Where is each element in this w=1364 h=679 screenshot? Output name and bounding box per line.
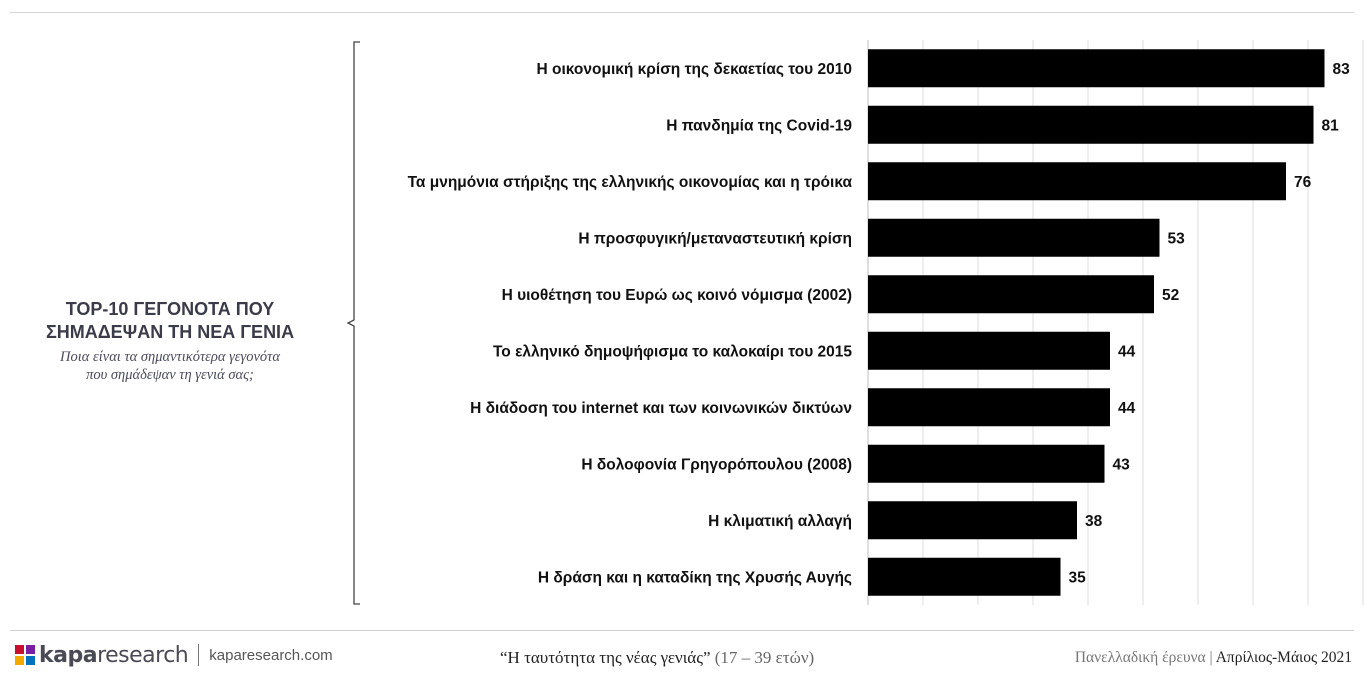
bar [868, 558, 1061, 596]
value-label: 81 [1321, 117, 1339, 135]
website-link[interactable]: kaparesearch.com [209, 646, 333, 664]
bar [868, 219, 1160, 257]
category-label: Η δράση και η καταδίκη της Χρυσής Αυγής [537, 569, 852, 587]
bar [868, 275, 1154, 313]
value-label: 44 [1118, 343, 1136, 361]
value-label: 76 [1294, 173, 1312, 191]
study-name: “Η ταυτότητα της νέας γενιάς” [500, 648, 711, 667]
category-label: Η διάδοση του internet και των κοινωνικών δικτύων [470, 399, 852, 417]
value-label: 43 [1112, 456, 1130, 474]
study-title [500, 648, 814, 668]
bar [868, 49, 1325, 87]
category-label: Η κλιματική αλλαγή [708, 512, 852, 530]
logo-text-bold: kapa [39, 642, 98, 668]
category-label: Η προσφυγική/μεταναστευτική κρίση [578, 230, 852, 248]
bar [868, 162, 1286, 200]
value-label: 53 [1167, 230, 1185, 248]
value-label: 35 [1068, 569, 1086, 587]
bar [868, 106, 1314, 144]
chart-heading-line2: ΣΗΜΑΔΕΨΑΝ ΤΗ ΝΕΑ ΓΕΝΙΑ [45, 322, 295, 342]
survey-info [1075, 649, 1352, 667]
value-label: 52 [1162, 286, 1180, 304]
survey-separator: | [1209, 649, 1213, 666]
survey-type: Πανελλαδική έρευνα [1074, 649, 1206, 666]
category-label: Η υιοθέτηση του Ευρώ ως κοινό νόμισμα (2002) [501, 286, 852, 304]
chart-heading-line1: TOP-10 ΓΕΓΟΝΟΤΑ ΠΟΥ [65, 299, 275, 319]
footer-logo[interactable] [14, 640, 333, 670]
bar [868, 332, 1110, 370]
logo-separator [198, 644, 199, 666]
category-label: Το ελληνικό δημοψήφισμα το καλοκαίρι του 2015 [492, 343, 852, 361]
bottom-divider [10, 630, 1354, 631]
category-label: Η πανδημία της Covid-19 [666, 117, 852, 135]
kapa-logo-icon [14, 644, 36, 666]
value-label: 44 [1118, 399, 1136, 417]
bar [868, 445, 1105, 483]
logo-text-light: research [97, 642, 189, 668]
bar [868, 501, 1077, 539]
category-label: Η οικονομική κρίση της δεκαετίας του 2010 [536, 60, 852, 78]
chart-question-line2: που σημάδεψαν τη γενιά σας; [86, 367, 254, 383]
value-label: 38 [1085, 512, 1103, 530]
chart-question-line1: Ποια είναι τα σημαντικότερα γεγονότα [60, 349, 280, 365]
bar [868, 388, 1110, 426]
category-label: Τα μνημόνια στήριξης της ελληνικής οικονομίας και η τρόικα [407, 173, 852, 191]
study-age-range: (17 – 39 ετών) [714, 648, 815, 667]
category-label: Η δολοφονία Γρηγορόπουλου (2008) [581, 456, 852, 474]
value-label: 83 [1332, 60, 1350, 78]
survey-date: Απρίλιος-Μάιος 2021 [1215, 649, 1352, 666]
